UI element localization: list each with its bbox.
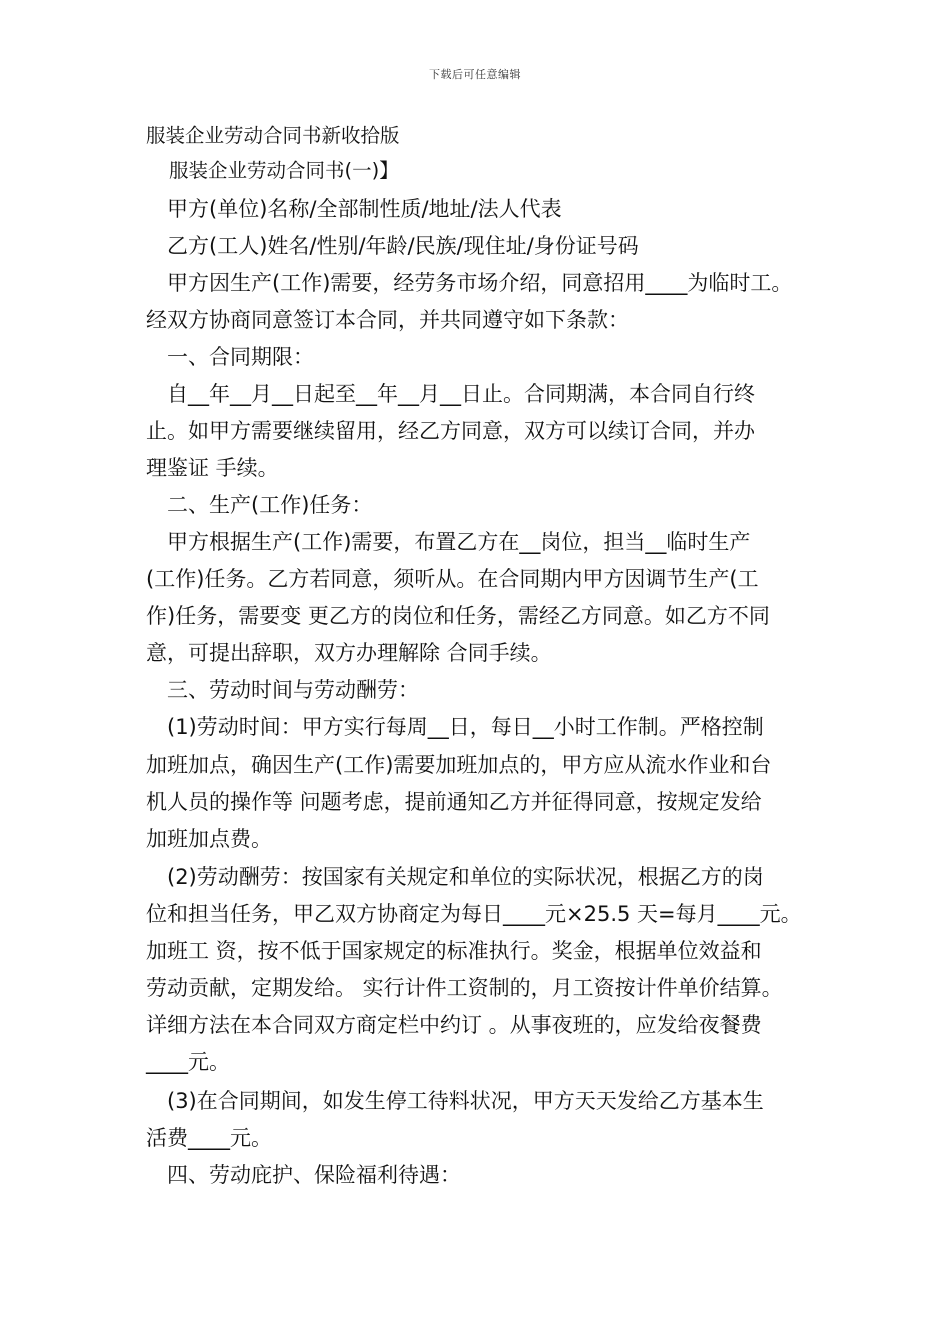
paragraph-line: 自__年__月__日起至__年__月__日止。合同期满，本合同自行终 [167,382,755,406]
paragraph-line: (工作)任务。乙方若同意，须听从。在合同期内甲方因调节生产(工 [146,567,759,591]
paragraph-line: 甲方因生产(工作)需要，经劳务市场介绍，同意招用____为临时工。 [167,271,793,295]
section-heading: 三、劳动时间与劳动酬劳： [167,678,419,702]
paragraph-line: ____元。 [146,1050,230,1074]
paragraph-line: 加班加点，确因生产(工作)需要加班加点的，甲方应从流水作业和台 [146,753,772,777]
paragraph-line: 加班加点费。 [146,827,272,851]
section-heading: 四、劳动庇护、保险福利待遇： [167,1163,461,1187]
paragraph-line: 活费____元。 [146,1126,272,1150]
paragraph-line: (1)劳动时间：甲方实行每周__日，每日__小时工作制。严格控制 [167,715,764,739]
section-heading: 二、生产(工作)任务： [167,493,373,517]
section-heading: 一、合同期限： [167,345,314,369]
paragraph-line: 加班工 资，按不低于国家规定的标准执行。奖金，根据单位效益和 [146,939,762,963]
paragraph-line: 详细方法在本合同双方商定栏中约订 。从事夜班的，应发给夜餐费 [146,1013,762,1037]
paragraph-line: 乙方(工人)姓名/性别/年龄/民族/现住址/身份证号码 [167,234,639,258]
paragraph-line: 止。如甲方需要继续留用，经乙方同意，双方可以续订合同，并办 [146,419,755,443]
paragraph-line: (2)劳动酬劳：按国家有关规定和单位的实际状况，根据乙方的岗 [167,865,764,889]
subtitle-line: 服装企业劳动合同书(一)】 [169,159,399,182]
paragraph-line: (3)在合同期间，如发生停工待料状况，甲方天天发给乙方基本生 [167,1089,764,1113]
paragraph-line: 位和担当任务，甲乙双方协商定为每日____元×25.5 天=每月____元。 [146,902,802,926]
document-title: 服装企业劳动合同书新收拾版 [146,124,400,147]
page-header-note: 下载后可任意编辑 [429,68,521,81]
paragraph-line: 劳动贡献，定期发给。 实行计件工资制的，月工资按计件单价结算。 [146,976,783,1000]
paragraph-line: 经双方协商同意签订本合同，并共同遵守如下条款： [146,308,629,332]
paragraph-line: 意，可提出辞职，双方办理解除 合同手续。 [146,641,552,665]
paragraph-line: 作)任务，需要变 更乙方的岗位和任务，需经乙方同意。如乙方不同 [146,604,770,628]
paragraph-line: 甲方根据生产(工作)需要，布置乙方在__岗位，担当__临时生产 [167,530,751,554]
paragraph-line: 机人员的操作等 问题考虑，提前通知乙方并征得同意，按规定发给 [146,790,762,814]
paragraph-line: 理鉴证 手续。 [146,456,279,480]
paragraph-line: 甲方(单位)名称/全部制性质/地址/法人代表 [167,197,562,221]
